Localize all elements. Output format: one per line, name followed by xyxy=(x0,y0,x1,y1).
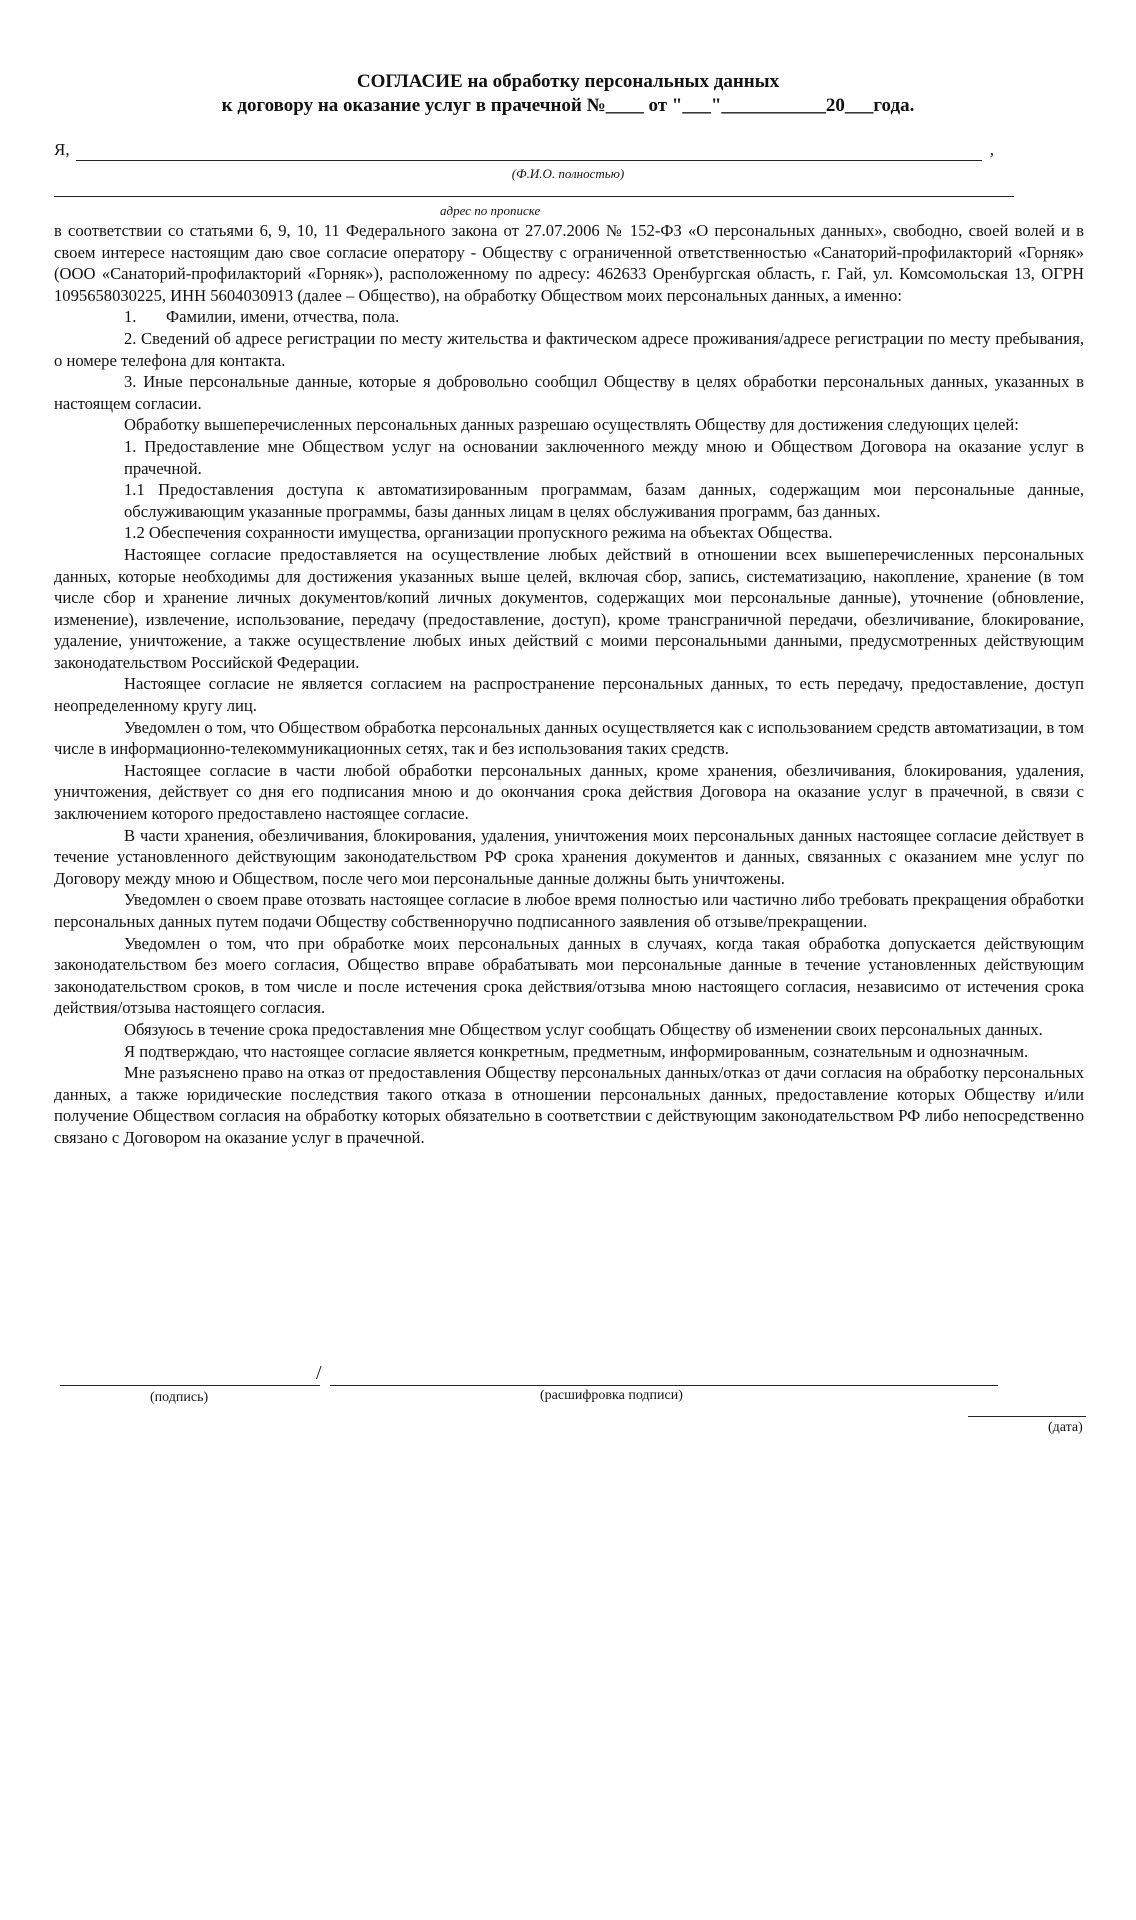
address-blank xyxy=(54,196,1014,197)
fio-blank xyxy=(76,160,982,161)
revoke-paragraph: Уведомлен о своем праве отозвать настоящее согласие в любое время полностью или частично либо требовать прекращения обработки персональных данных путем подачи Обществу собственноручно подписанного заявления об отзыве/прекращении. xyxy=(54,890,1084,931)
document-title: СОГЛАСИЕ на обработку персональных данных xyxy=(356,71,780,92)
list-item-3: 3. Иные персональные данные, которые я добровольно сообщил Обществу в целях обработки персональных данных, указанных в настоящем согласии. xyxy=(54,372,1084,413)
signature-hint: (подпись) xyxy=(150,1390,209,1405)
date-blank xyxy=(968,1416,1086,1417)
date-hint: (дата) xyxy=(1048,1420,1083,1435)
refusal-paragraph: Мне разъяснено право на отказ от предоставления Обществу персональных данных/отказ от дачи согласия на обработку персональных данных, а также юридические последствия такого отказа в отношении персональных данных, предоставление которых Обществу и/или получение Обществом согласия на обработку которых обязательно в соответствии с действующим законодательством РФ либо непосредственно связано с Договором на оказание услуг в прачечной. xyxy=(54,1063,1084,1147)
list-item-text: Фамилии, имени, отчества, пола. xyxy=(166,307,400,327)
ya-label: Я, xyxy=(54,140,70,159)
list-item-1 xyxy=(54,306,1084,328)
goal-1-1: 1.1 Предоставления доступа к автоматизированным программам, базам данных, содержащим мои персональные данные, обслуживающим указанные программы, базы данных лицам в целях обслуживания программ, баз данных. xyxy=(124,480,1084,521)
confirm-paragraph: Я подтверждаю, что настоящее согласие является конкретным, предметным, информированным, сознательным и однозначным. xyxy=(124,1041,1029,1061)
list-item-2: 2. Сведений об адресе регистрации по месту жительства и фактическом адресе проживания/адресе регистрации по месту пребывания, о номере телефона для контакта. xyxy=(54,328,1084,370)
signature-slash: / xyxy=(316,1362,322,1384)
document-subtitle: к договору на оказание услуг в прачечной №____ от "___"___________20___года. xyxy=(221,95,915,116)
processing-means-paragraph: Уведомлен о том, что Обществом обработка персональных данных осуществляется как с использованием средств автоматизации, в том числе в информационно-телекоммуникационных сетях, так и без использования таких средств. xyxy=(54,717,1084,759)
decode-blank xyxy=(330,1385,998,1386)
list-item-number: 1. xyxy=(124,307,137,327)
actions-paragraph: Настоящее согласие предоставляется на осуществление любых действий в отношении всех вышеперечисленных персональных данных, которые необходимы для достижения указанных выше целей, включая сбор, запись, систематизацию, накопление, хранение (в том числе сбор и хранение личных документов/копий личных документов, содержащих мои персональные данные), уточнение (обновление, изменение), извлечение, использование, передачу (предоставление, доступ), кроме трансграничной передачи, обезличивание, блокирование, удаление, уничтожение, а также осуществление любых иных действий с моими персональными данными, предусмотренных действующим законодательством Российской Федерации. xyxy=(54,544,1084,672)
consent-body xyxy=(54,220,1084,1149)
not-distribution-paragraph: Настоящее согласие не является согласием на распространение персональных данных, то есть передачу, предоставление, доступ неопределенному кругу лиц. xyxy=(54,674,1084,716)
address-hint: адрес по прописке xyxy=(440,203,541,218)
signature-blank xyxy=(60,1385,320,1386)
goals-paragraph: Обработку вышеперечисленных персональных данных разрешаю осуществлять Обществу для достижения следующих целей: xyxy=(124,415,1019,435)
inform-paragraph: Обязуюсь в течение срока предоставления мне Обществом услуг сообщать Обществу об изменении своих персональных данных. xyxy=(124,1019,1043,1039)
term-paragraph: Настоящее согласие в части любой обработки персональных данных, кроме хранения, обезличивания, блокирования, удаления, уничтожения, действует со дня его подписания мною и до окончания срока действия Договора на оказание услуг в прачечной, в связи с заключением которого предоставлено настоящее согласие. xyxy=(54,760,1084,824)
decode-hint: (расшифровка подписи) xyxy=(540,1388,683,1403)
intro-paragraph: в соответствии со статьями 6, 9, 10, 11 Федерального закона от 27.07.2006 № 152-ФЗ «О персональных данных», свободно, своей волей и в своем интересе настоящим даю свое согласие оператору - Обществу с ограниченной ответственностью «Санаторий-профилакторий «Горняк» (ООО «Санаторий-профилакторий «Горняк»), расположенному по адресу: 462633 Оренбургская область, г. Гай, ул. Комсомольская 13, ОГРН 1095658030225, ИНН 5604030913 (далее – Общество), на обработку Обществом моих персональных данных, а именно: xyxy=(54,221,1084,305)
fio-line xyxy=(54,140,994,164)
goal-1: 1. Предоставление мне Обществом услуг на основании заключенного между мною и Обществом Договора на оказание услуг в прачечной. xyxy=(124,436,1084,478)
storage-paragraph: В части хранения, обезличивания, блокирования, удаления, уничтожения моих персональных данных настоящее согласие действует в течение установленного действующим законодательством РФ срока хранения документов и данных, связанных с оказанием мне услуг по Договору между мною и Обществом, после чего мои персональные данные должны быть уничтожены. xyxy=(54,825,1084,888)
goal-1-2: 1.2 Обеспечения сохранности имущества, организации пропускного режима на объектах Общества. xyxy=(124,523,833,543)
fio-comma: , xyxy=(989,140,994,159)
without-consent-paragraph: Уведомлен о том, что при обработке моих персональных данных в случаях, когда такая обработка допускается действующим законодательством без моего согласия, Общество вправе обрабатывать мои персональные данные в течение установленных действующим законодательством сроков, в том числе и после истечения срока действия/отзыва мною настоящего согласия, независимо от истечения срока действия/отзыва настоящего согласия. xyxy=(54,933,1084,1018)
fio-hint: (Ф.И.О. полностью) xyxy=(511,166,625,181)
